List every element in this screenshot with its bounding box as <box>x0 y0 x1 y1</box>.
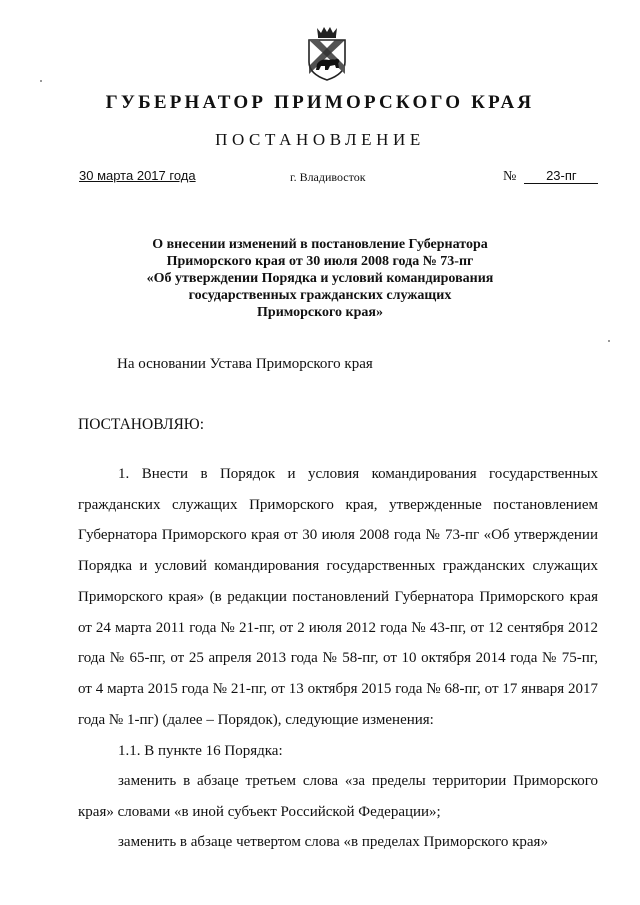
resolve-word: ПОСТАНОВЛЯЮ: <box>78 416 205 433</box>
scan-mark <box>608 340 610 342</box>
document-type: ПОСТАНОВЛЕНИЕ <box>215 130 425 149</box>
document-city: г. Владивосток <box>290 170 366 184</box>
number-sign: № <box>503 169 517 184</box>
heading-line: О внесении изменений в постановление Губернатора <box>152 237 488 252</box>
document-date: 30 марта 2017 года <box>79 168 196 183</box>
document-number <box>503 168 598 185</box>
paragraph-2: заменить в абзаце третьем слова «за пределы территории Приморского края» словами «в иной субъект Российской Федерации»; <box>78 773 598 820</box>
heading-line: «Об утверждении Порядка и условий командирования <box>146 271 494 286</box>
heading-line: Приморского края» <box>257 305 383 320</box>
scan-mark <box>40 80 42 82</box>
document-heading <box>0 236 640 321</box>
heading-line: Приморского края от 30 июля 2008 года № 73-пг <box>166 254 474 269</box>
governor-title: ГУБЕРНАТОР ПРИМОРСКОГО КРАЯ <box>105 92 535 113</box>
paragraph-3: заменить в абзаце четвертом слова «в пределах Приморского края» <box>118 834 548 850</box>
paragraph-1: 1. Внести в Порядок и условия командирования государственных гражданских служащих Приморского края, утвержденные постановлением Губернатора Приморского края от 30 июля 2008 года № 73-пг «Об утверждении Порядка и условий командирования государственных гражданских служащих Приморского края» (в редакции постановлений Губернатора Приморского края от 24 марта 2011 года № 21-пг, от 2 июля 2012 года № 43-пг, от 12 сентября 2012 года № 65-пг, от 25 апреля 2013 года № 58-пг, от 10 октября 2014 года № 75-пг, от 4 марта 2015 года № 21-пг, от 13 октября 2015 года № 68-пг, от 17 января 2017 года № 1-пг) (далее – Порядок), следующие изменения: <box>78 466 598 728</box>
basis-line: На основании Устава Приморского края <box>117 356 373 372</box>
coat-of-arms-icon <box>297 24 357 82</box>
heading-line: государственных гражданских служащих <box>188 288 452 303</box>
paragraph-1-1: 1.1. В пункте 16 Порядка: <box>118 743 283 759</box>
number-value: 23-пг <box>524 168 598 184</box>
